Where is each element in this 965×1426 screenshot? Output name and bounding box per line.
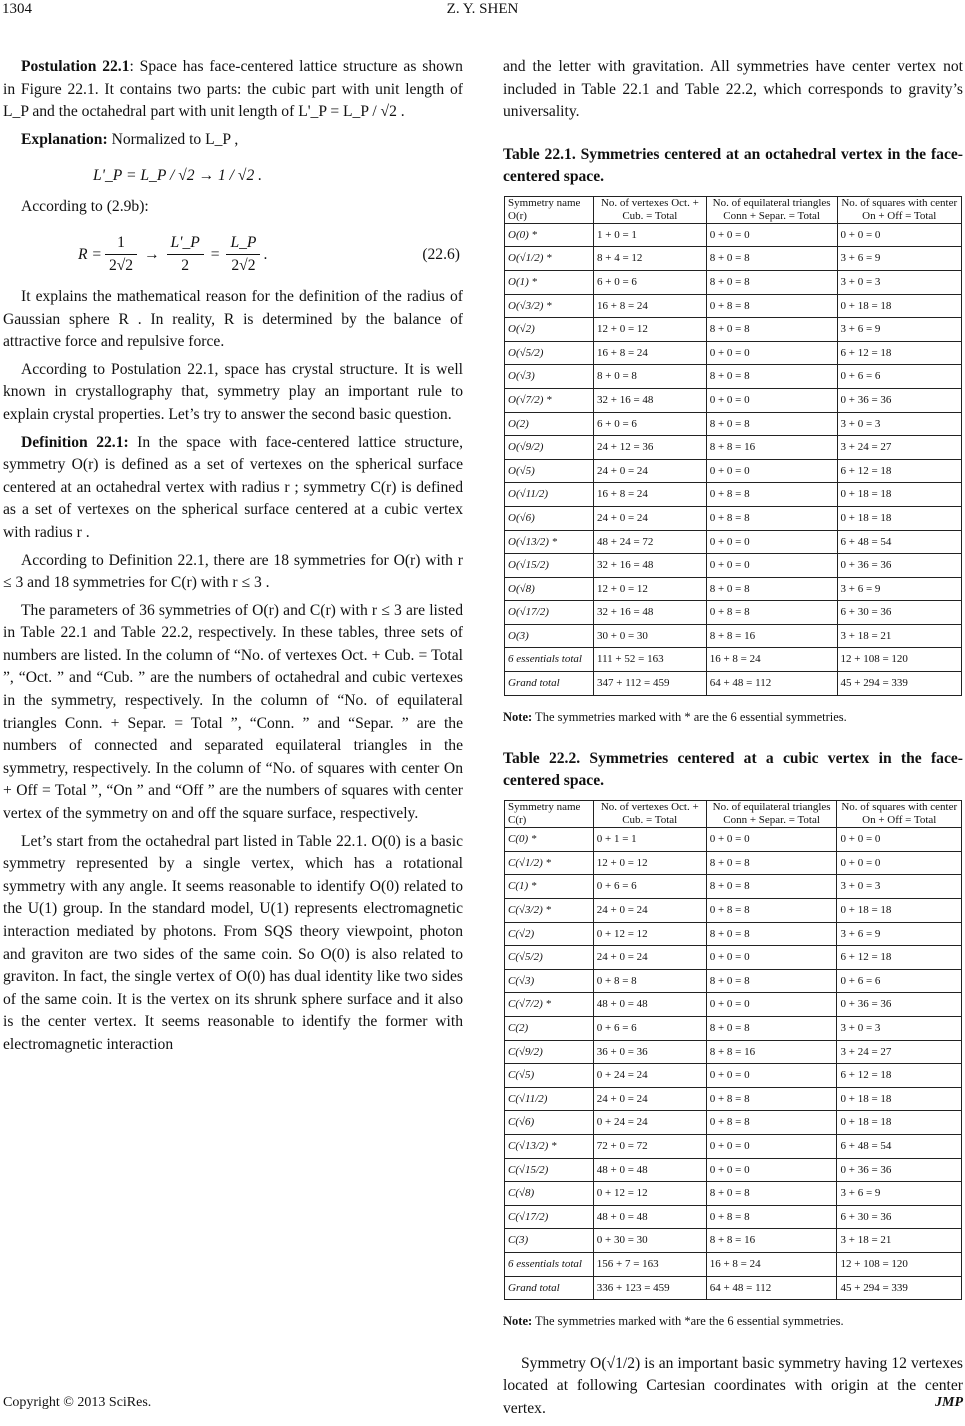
table-cell: 6 essentials total	[505, 1252, 594, 1276]
table-cell: 3 + 6 = 9	[837, 922, 962, 946]
table-cell: 12 + 108 = 120	[837, 648, 962, 672]
table-row	[505, 899, 962, 923]
table-cell: O(2)	[505, 412, 594, 436]
table-cell: O(0) *	[505, 223, 594, 247]
table-cell: 0 + 36 = 36	[837, 388, 962, 412]
table-cell: 1 + 0 = 1	[594, 223, 707, 247]
table-cell: 0 + 24 = 24	[593, 1064, 706, 1088]
table-cell: 336 + 123 = 459	[593, 1276, 706, 1300]
table-row	[505, 577, 962, 601]
table-row	[505, 247, 962, 271]
table-cell: 8 + 0 = 8	[706, 922, 837, 946]
table-row	[505, 851, 962, 875]
table-row	[505, 506, 962, 530]
according-to-29b: According to (2.9b):	[21, 198, 149, 216]
table-cell: 156 + 7 = 163	[593, 1252, 706, 1276]
paragraph-gaussian-radius: It explains the mathematical reason for the definition of the radius of Gaussian sphere R . In reality, R is determined by the balance of attractive force and repulsive force.	[3, 287, 463, 351]
paragraph-18-symmetries: According to Definition 22.1, there are 18 symmetries for O(r) with r ≤ 3 and 18 symmetries for C(r) with r ≤ 3 .	[3, 551, 463, 592]
table-cell: 0 + 8 = 8	[706, 1205, 837, 1229]
table-cell: 6 + 30 = 36	[837, 1205, 962, 1229]
table-22-1-caption: Table 22.1. Symmetries centered at an octahedral vertex in the face-centered space.	[503, 145, 963, 185]
table-cell: O(√3)	[505, 365, 594, 389]
table-cell: O(√13/2) *	[505, 530, 594, 554]
table-row	[505, 318, 962, 342]
table-cell: 0 + 8 = 8	[706, 601, 837, 625]
table-cell: 12 + 108 = 120	[837, 1252, 962, 1276]
table-cell: 8 + 0 = 8	[706, 247, 837, 271]
table-cell: 3 + 6 = 9	[837, 1182, 962, 1206]
table-cell: C(2)	[505, 1017, 594, 1041]
table-cell: C(√7/2) *	[505, 993, 594, 1017]
table-cell: 3 + 6 = 9	[837, 577, 962, 601]
table-cell: 24 + 0 = 24	[594, 459, 707, 483]
table-cell: 48 + 0 = 48	[593, 1205, 706, 1229]
table-header-cell: Symmetry name C(r)	[505, 801, 594, 828]
table-cell: O(√15/2)	[505, 554, 594, 578]
table-cell: 6 + 48 = 54	[837, 1134, 962, 1158]
page-footer	[3, 1395, 963, 1411]
table-cell: 0 + 30 = 30	[593, 1229, 706, 1253]
table-cell: 0 + 0 = 0	[706, 341, 837, 365]
table-cell: 3 + 0 = 3	[837, 270, 962, 294]
table-cell: 3 + 0 = 3	[837, 412, 962, 436]
table-cell: O(√7/2) *	[505, 388, 594, 412]
table-cell: O(√11/2)	[505, 483, 594, 507]
table-row	[505, 1111, 962, 1135]
table-row	[505, 459, 962, 483]
table-header-cell: No. of equilateral triangles Conn + Separ. = Total	[706, 801, 837, 828]
table-cell: 6 + 0 = 6	[594, 412, 707, 436]
running-author: Z. Y. SHEN	[446, 1, 519, 17]
table-cell: 0 + 24 = 24	[593, 1111, 706, 1135]
table-cell: C(1) *	[505, 875, 594, 899]
table-cell: 48 + 24 = 72	[594, 530, 707, 554]
table-row	[505, 223, 962, 247]
table-cell: Grand total	[505, 672, 594, 696]
table-cell: 3 + 18 = 21	[837, 624, 962, 648]
equation-22-6: R = $\frac{1}{2√2}$ → $\frac{L'\_P}{2}$ = $\frac{L\_P}{2√2}$ . (22.6)	[78, 233, 460, 275]
table-cell: O(1) *	[505, 270, 594, 294]
table-cell: 48 + 0 = 48	[593, 993, 706, 1017]
table-cell: 8 + 8 = 16	[706, 1040, 837, 1064]
table-row	[505, 993, 962, 1017]
table-cell: 0 + 18 = 18	[837, 1087, 962, 1111]
table-cell: 6 + 12 = 18	[837, 946, 962, 970]
table-row	[505, 365, 962, 389]
table-cell: O(√1/2) *	[505, 247, 594, 271]
left-column	[3, 56, 463, 1062]
table-cell: 3 + 6 = 9	[837, 318, 962, 342]
table-row	[505, 412, 962, 436]
table-cell: 8 + 0 = 8	[706, 577, 837, 601]
table-row	[505, 388, 962, 412]
table-header-cell: No. of squares with center On + Off = Total	[837, 196, 962, 223]
table-cell: 0 + 12 = 12	[593, 922, 706, 946]
table-cell: 32 + 16 = 48	[594, 601, 707, 625]
table-cell: 64 + 48 = 112	[706, 672, 837, 696]
table-cell: 24 + 12 = 36	[594, 436, 707, 460]
table-row	[505, 1087, 962, 1111]
table-cell: 111 + 52 = 163	[594, 648, 707, 672]
table-cell: 3 + 24 = 27	[837, 436, 962, 460]
table-cell: 8 + 8 = 16	[706, 436, 837, 460]
table-cell: 64 + 48 = 112	[706, 1276, 837, 1300]
table-cell: 0 + 18 = 18	[837, 506, 962, 530]
table-cell: 0 + 18 = 18	[837, 483, 962, 507]
table-cell: 0 + 6 = 6	[593, 875, 706, 899]
table-cell: 0 + 18 = 18	[837, 1111, 962, 1135]
table-cell: 32 + 16 = 48	[594, 388, 707, 412]
table-row	[505, 969, 962, 993]
table-cell: 16 + 8 = 24	[706, 648, 837, 672]
table-cell: C(√1/2) *	[505, 851, 594, 875]
table-row	[505, 483, 962, 507]
table-cell: 0 + 8 = 8	[706, 294, 837, 318]
postulation-22-1: Postulation 22.1: Space has face-centered lattice structure as shown in Figure 22.1. It contains two parts: the cubic part with unit length of L_P and the octahedral part with unit length of L'_P = L_P / √2 .	[3, 58, 463, 121]
table-cell: 6 + 12 = 18	[837, 1064, 962, 1088]
table-row	[505, 672, 962, 696]
table-row	[505, 530, 962, 554]
table-cell: 8 + 8 = 16	[706, 624, 837, 648]
table-cell: 0 + 8 = 8	[706, 1087, 837, 1111]
table-cell: 6 + 48 = 54	[837, 530, 962, 554]
table-22-2	[504, 800, 962, 1300]
table-row	[505, 1182, 962, 1206]
paragraph-parameters: The parameters of 36 symmetries of O(r) and C(r) with r ≤ 3 are listed in Table 22.1 and Table 22.2, respectively. In these tables, three sets of numbers are listed. In the column of “No. of vertexes Oct. + Cub. = Total ”, “Oct. ” and “Cub. ” are the numbers of octahedral and cubic vertexes in the symmetry, respectively. In the column of “No. of equilateral triangles Conn. + Separ. = Total ”, “Conn. ” and “Separ. ” are the numbers of connected and separated equilateral triangles in the symmetry, respectively. In the column of “No. of squares with center On + Off = Total ”, “On ” and “Off ” are the numbers of squares with center vertex of the symmetry on and off the square surface, respectively.	[3, 601, 463, 823]
table-22-2-caption: Table 22.2. Symmetries centered at a cubic vertex in the face- centered space.	[503, 750, 963, 790]
table-cell: 48 + 0 = 48	[593, 1158, 706, 1182]
table-22-1-note: Note: The symmetries marked with * are the 6 essential symmetries.	[503, 709, 847, 724]
table-cell: 3 + 0 = 3	[837, 875, 962, 899]
table-cell: 0 + 8 = 8	[706, 483, 837, 507]
table-cell: 8 + 0 = 8	[706, 875, 837, 899]
table-cell: 24 + 0 = 24	[593, 1087, 706, 1111]
table-cell: 8 + 0 = 8	[706, 851, 837, 875]
table-cell: O(√5)	[505, 459, 594, 483]
table-cell: O(√8)	[505, 577, 594, 601]
copyright: Copyright © 2013 SciRes.	[3, 1395, 152, 1410]
table-cell: C(√5/2)	[505, 946, 594, 970]
table-cell: 0 + 0 = 0	[706, 1134, 837, 1158]
table-cell: 8 + 8 = 16	[706, 1229, 837, 1253]
table-row	[505, 875, 962, 899]
table-cell: C(3)	[505, 1229, 594, 1253]
table-cell: 3 + 0 = 3	[837, 1017, 962, 1041]
table-row	[505, 436, 962, 460]
table-cell: 36 + 0 = 36	[593, 1040, 706, 1064]
table-cell: C(0) *	[505, 828, 594, 852]
paragraph-continuation: and the letter with gravitation. All symmetries have center vertex not included in Table 22.1 and Table 22.2, which corresponds to gravity’s universality.	[503, 58, 963, 121]
table-cell: C(√3)	[505, 969, 594, 993]
table-row	[505, 1276, 962, 1300]
table-cell: 0 + 8 = 8	[706, 899, 837, 923]
table-row	[505, 270, 962, 294]
table-row	[505, 1229, 962, 1253]
table-cell: 6 + 0 = 6	[594, 270, 707, 294]
table-row	[505, 624, 962, 648]
table-cell: 0 + 0 = 0	[706, 1064, 837, 1088]
page-header	[0, 0, 965, 24]
table-cell: O(√5/2)	[505, 341, 594, 365]
table-cell: C(√2)	[505, 922, 594, 946]
table-row	[505, 946, 962, 970]
table-cell: 0 + 6 = 6	[837, 365, 962, 389]
table-cell: 16 + 8 = 24	[594, 483, 707, 507]
explanation: Explanation: Normalized to L_P ,	[21, 130, 239, 148]
table-cell: 0 + 6 = 6	[837, 969, 962, 993]
table-cell: 3 + 6 = 9	[837, 247, 962, 271]
table-cell: O(√6)	[505, 506, 594, 530]
table-22-2-note: Note: The symmetries marked with *are the 6 essential symmetries.	[503, 1314, 844, 1329]
table-cell: O(3)	[505, 624, 594, 648]
table-cell: 0 + 0 = 0	[706, 993, 837, 1017]
table-cell: O(√2)	[505, 318, 594, 342]
table-row	[505, 601, 962, 625]
table-cell: C(√17/2)	[505, 1205, 594, 1229]
table-cell: 8 + 0 = 8	[706, 270, 837, 294]
table-cell: 347 + 112 = 459	[594, 672, 707, 696]
table-cell: 12 + 0 = 12	[594, 318, 707, 342]
table-cell: 12 + 0 = 12	[594, 577, 707, 601]
table-cell: C(√11/2)	[505, 1087, 594, 1111]
table-header-cell: Symmetry name O(r)	[505, 196, 594, 223]
table-cell: 0 + 18 = 18	[837, 294, 962, 318]
equation-normalized: L'_P = L_P / √2 → 1 / √2 .	[93, 167, 263, 185]
table-cell: 24 + 0 = 24	[593, 899, 706, 923]
table-cell: 12 + 0 = 12	[593, 851, 706, 875]
table-cell: C(√3/2) *	[505, 899, 594, 923]
table-row	[505, 922, 962, 946]
right-column	[503, 56, 963, 1426]
table-cell: 72 + 0 = 72	[593, 1134, 706, 1158]
table-cell: O(√9/2)	[505, 436, 594, 460]
table-row	[505, 1017, 962, 1041]
table-cell: C(√9/2)	[505, 1040, 594, 1064]
table-cell: 0 + 0 = 0	[706, 946, 837, 970]
paragraph-symmetry-o-half: Symmetry O(√1/2) is an important basic symmetry having 12 vertexes located at following Cartesian coordinates with origin at the center vertex.	[503, 1354, 963, 1417]
table-header-cell: No. of vertexes Oct. + Cub. = Total	[594, 196, 707, 223]
table-row	[505, 1064, 962, 1088]
table-cell: 0 + 8 = 8	[706, 1111, 837, 1135]
table-cell: 16 + 8 = 24	[706, 1252, 837, 1276]
table-cell: 8 + 0 = 8	[706, 412, 837, 436]
table-row	[505, 554, 962, 578]
table-cell: 0 + 0 = 0	[837, 828, 962, 852]
table-cell: 0 + 8 = 8	[706, 506, 837, 530]
table-cell: 6 essentials total	[505, 648, 594, 672]
equation-number: (22.6)	[422, 245, 460, 263]
table-cell: C(√13/2) *	[505, 1134, 594, 1158]
definition-22-1: Definition 22.1: In the space with face-centered lattice structure, symmetry O(r) is defined as a set of vertexes on the spherical surface centered at an octahedral vertex with radius r ; symmetry C(r) is defined as a set of vertexes on the spherical surface centered at a cubic vertex with radius r .	[3, 433, 463, 541]
table-cell: 0 + 36 = 36	[837, 993, 962, 1017]
table-cell: 0 + 12 = 12	[593, 1182, 706, 1206]
paragraph-octahedral-part: Let’s start from the octahedral part listed in Table 22.1. O(0) is a basic symmetry represented by a single vertex, which has a rotational symmetry with any angle. It seems reasonable to identify O(0) related to the U(1) group. In the standard model, U(1) represents electromagnetic interaction mediated by photons. From SQS theory viewpoint, photon and graviton are two sides of the same coin. So O(0) is also related to graviton. In fact, the single vertex of O(0) has dual identity like two sides of the same coin. It is the vertex on its shrunk sphere surface and it also is the center vertex. It seems reasonable to identify the former with electromagnetic interaction	[3, 832, 463, 1053]
table-header-cell: No. of vertexes Oct. + Cub. = Total	[593, 801, 706, 828]
journal-abbrev: JMP	[935, 1395, 963, 1410]
table-cell: 0 + 8 = 8	[593, 969, 706, 993]
table-cell: 8 + 0 = 8	[594, 365, 707, 389]
table-cell: 8 + 0 = 8	[706, 969, 837, 993]
table-cell: 6 + 30 = 36	[837, 601, 962, 625]
table-cell: 0 + 0 = 0	[706, 388, 837, 412]
table-cell: 45 + 294 = 339	[837, 672, 962, 696]
table-row	[505, 1158, 962, 1182]
table-cell: 0 + 0 = 0	[837, 851, 962, 875]
table-cell: 8 + 0 = 8	[706, 318, 837, 342]
table-cell: 24 + 0 = 24	[593, 946, 706, 970]
table-header-cell: No. of equilateral triangles Conn + Separ. = Total	[706, 196, 837, 223]
table-row	[505, 1205, 962, 1229]
table-cell: 0 + 36 = 36	[837, 554, 962, 578]
table-cell: 8 + 0 = 8	[706, 1182, 837, 1206]
table-cell: C(√5)	[505, 1064, 594, 1088]
table-cell: 8 + 4 = 12	[594, 247, 707, 271]
table-row	[505, 1040, 962, 1064]
table-cell: 30 + 0 = 30	[594, 624, 707, 648]
table-cell: C(√15/2)	[505, 1158, 594, 1182]
table-cell: 0 + 0 = 0	[837, 223, 962, 247]
table-cell: Grand total	[505, 1276, 594, 1300]
table-cell: 16 + 8 = 24	[594, 341, 707, 365]
table-cell: O(√3/2) *	[505, 294, 594, 318]
table-row	[505, 648, 962, 672]
table-cell: 0 + 18 = 18	[837, 899, 962, 923]
table-cell: 0 + 0 = 0	[706, 459, 837, 483]
table-cell: 0 + 0 = 0	[706, 1158, 837, 1182]
table-cell: 0 + 6 = 6	[593, 1017, 706, 1041]
table-cell: 32 + 16 = 48	[594, 554, 707, 578]
table-cell: 24 + 0 = 24	[594, 506, 707, 530]
table-cell: 0 + 1 = 1	[593, 828, 706, 852]
table-22-1	[504, 196, 962, 696]
table-cell: C(√8)	[505, 1182, 594, 1206]
table-cell: 0 + 36 = 36	[837, 1158, 962, 1182]
page-number: 1304	[2, 1, 32, 17]
table-cell: 8 + 0 = 8	[706, 1017, 837, 1041]
table-cell: 16 + 8 = 24	[594, 294, 707, 318]
table-cell: 6 + 12 = 18	[837, 459, 962, 483]
table-cell: 3 + 18 = 21	[837, 1229, 962, 1253]
table-cell: 45 + 294 = 339	[837, 1276, 962, 1300]
table-cell: 8 + 0 = 8	[706, 365, 837, 389]
table-row	[505, 1252, 962, 1276]
table-row	[505, 1134, 962, 1158]
table-cell: 0 + 0 = 0	[706, 828, 837, 852]
table-cell: 0 + 0 = 0	[706, 530, 837, 554]
table-cell: 3 + 24 = 27	[837, 1040, 962, 1064]
table-cell: 6 + 12 = 18	[837, 341, 962, 365]
table-header-cell: No. of squares with center On + Off = Total	[837, 801, 962, 828]
table-row	[505, 341, 962, 365]
table-row	[505, 828, 962, 852]
table-row	[505, 294, 962, 318]
table-cell: 0 + 0 = 0	[706, 223, 837, 247]
table-cell: O(√17/2)	[505, 601, 594, 625]
paragraph-crystal: According to Postulation 22.1, space has crystal structure. It is well known in crystallography that, symmetry play an important rule to explain crystal properties. Let’s try to answer the second basic question.	[3, 360, 463, 423]
table-cell: 0 + 0 = 0	[706, 554, 837, 578]
table-cell: C(√6)	[505, 1111, 594, 1135]
